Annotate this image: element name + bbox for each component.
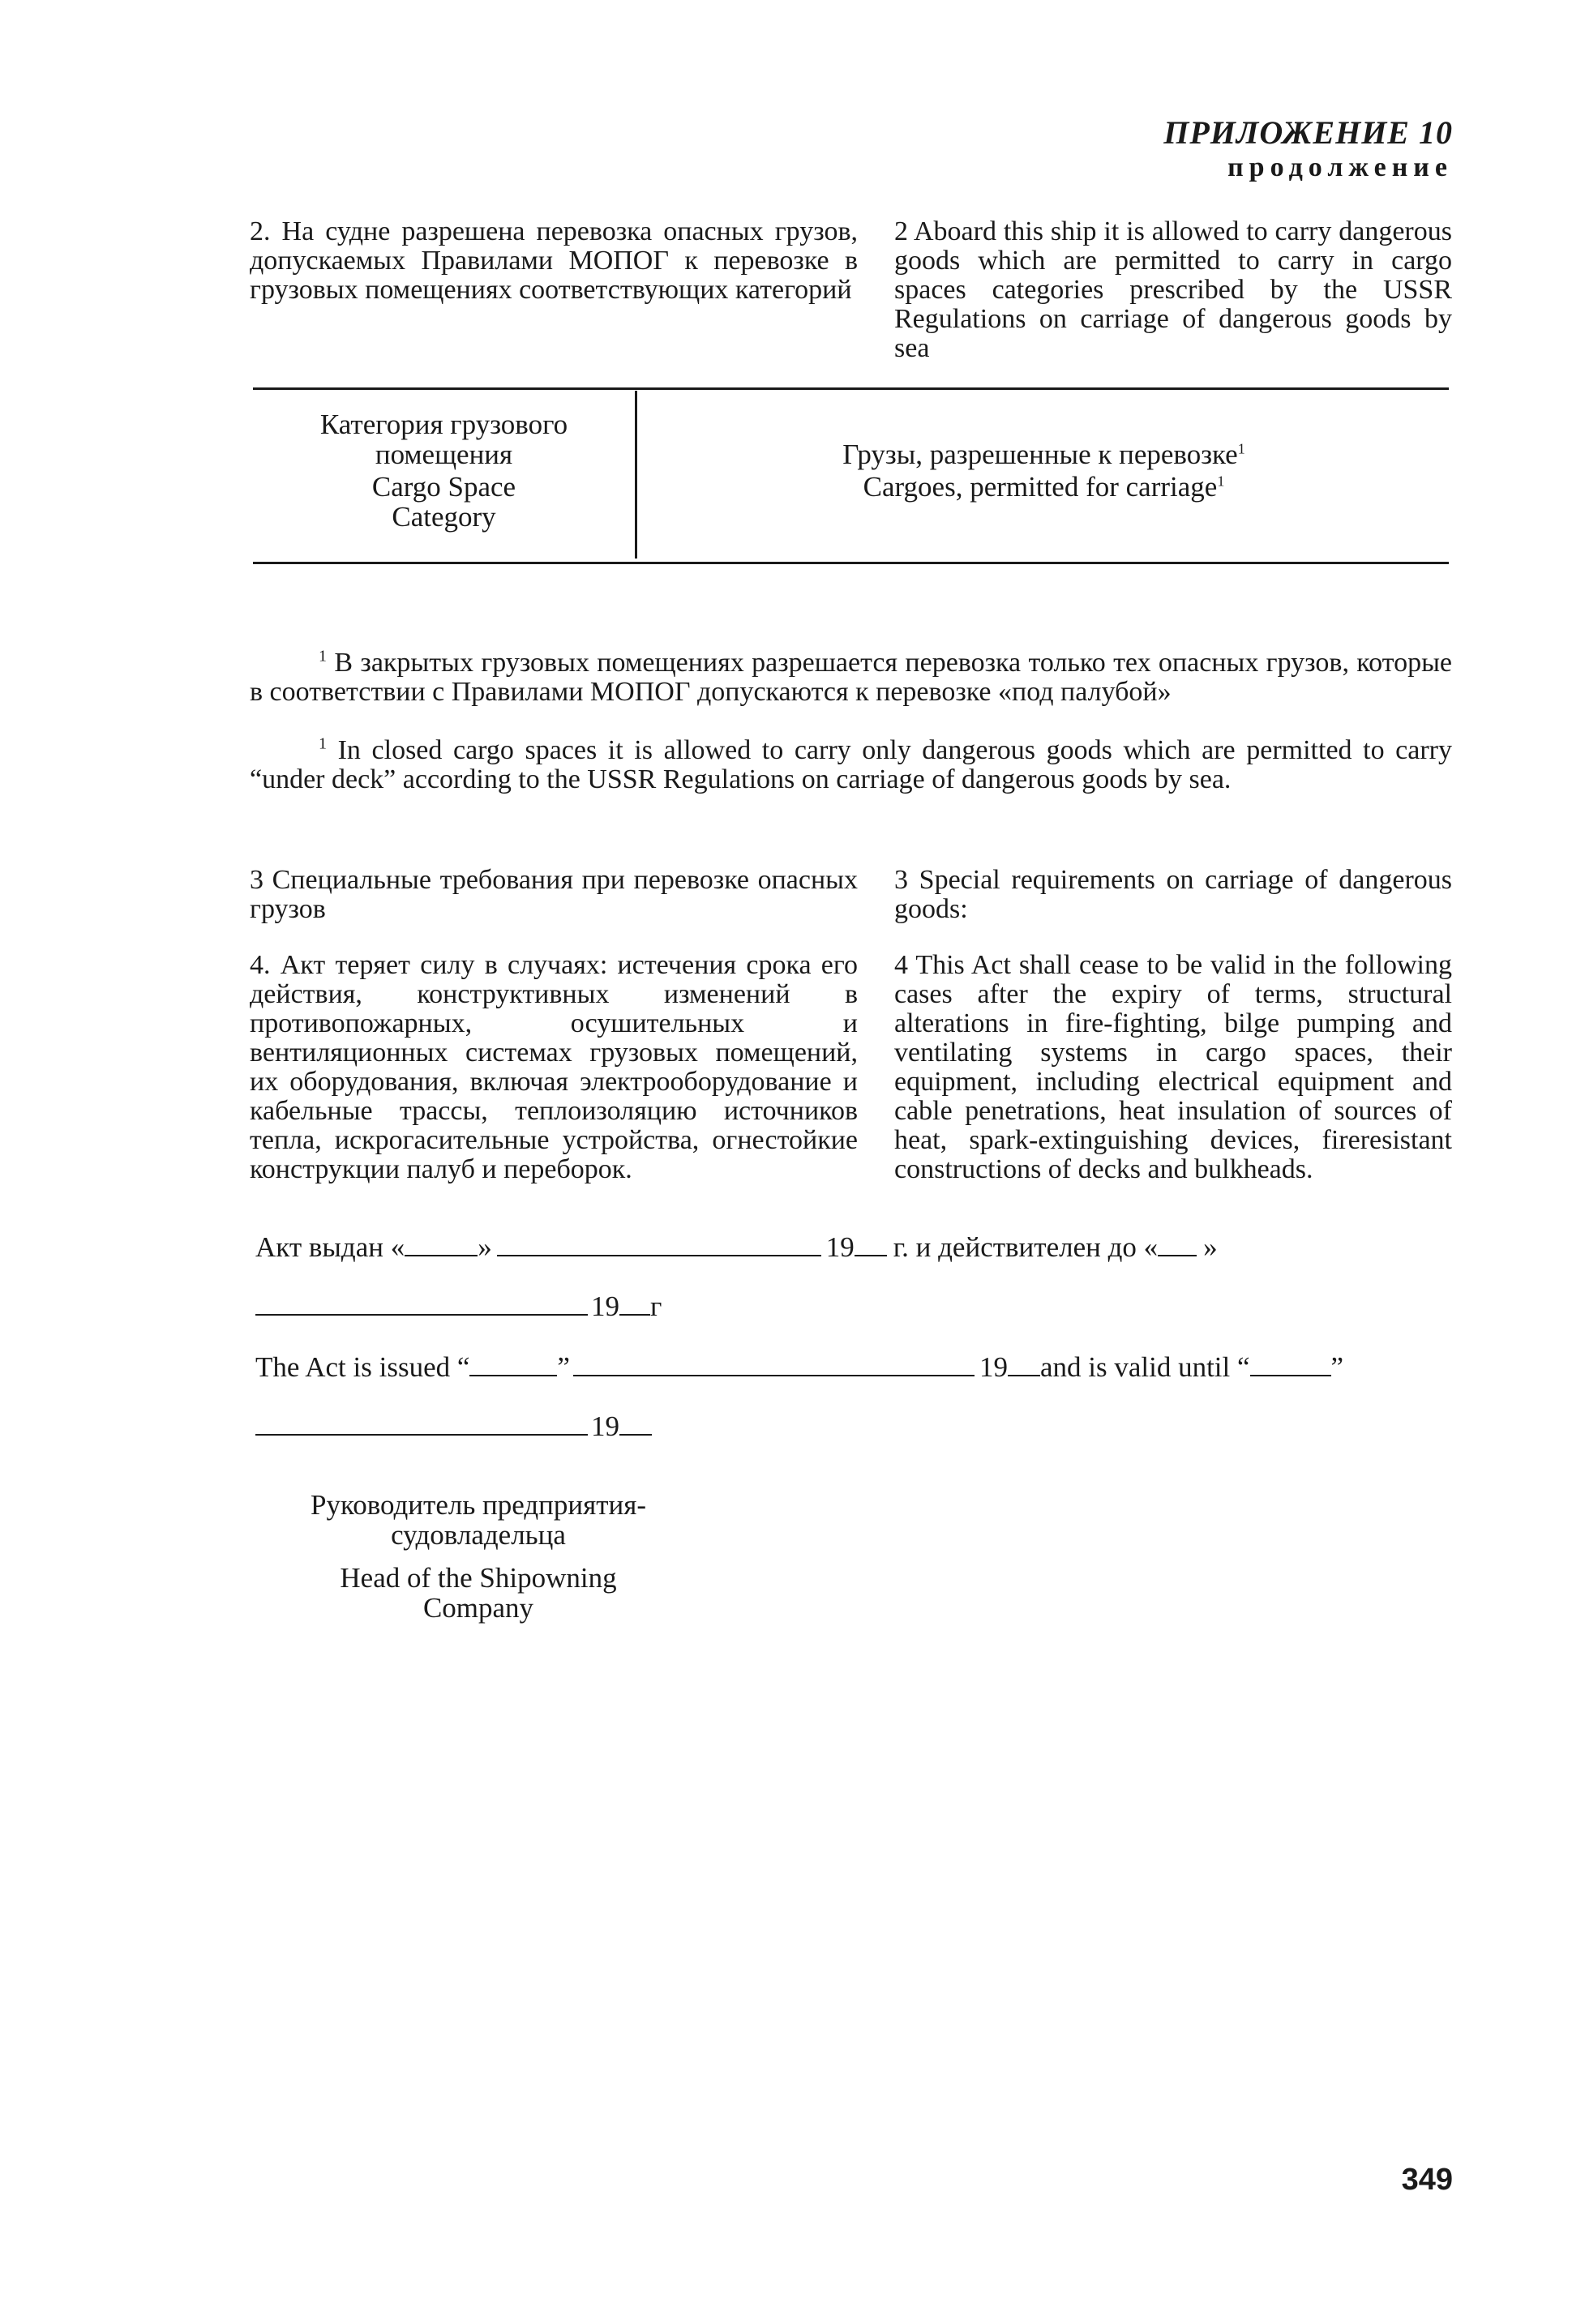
- valid-day-blank-en: [1250, 1350, 1331, 1376]
- day-blank-en: [469, 1350, 557, 1376]
- continuation-label: продолжение: [1227, 152, 1453, 182]
- item-4-ru: 4. Акт теряет силу в случаях: истечения срока его действия, конструктивных изменений в противопожарных, осушительных и вентиляционных системах грузовых помещений, их оборудования, включая электрооборудование и кабельные трассы, теплоизоляцию источников тепла, искрогасительные устройства, огнестойкие конструкции палуб и переборок.: [250, 950, 858, 1184]
- valid-day-blank: [1158, 1230, 1197, 1256]
- month-blank-en: [573, 1350, 975, 1376]
- item-3-ru: 3 Специальные требования при перевозке опасных грузов: [250, 865, 858, 924]
- year-blank: [855, 1230, 887, 1256]
- valid-date-blank-en: [255, 1410, 588, 1436]
- day-blank: [405, 1230, 478, 1256]
- month-blank: [497, 1230, 821, 1256]
- table-bottom-rule: [253, 562, 1449, 564]
- appendix-title: ПРИЛОЖЕНИЕ 10: [1163, 114, 1453, 151]
- table-header-category: Категория грузового помещения Cargo Space Category: [319, 409, 568, 533]
- valid-year-blank-en: [619, 1410, 652, 1436]
- item-2-en: 2 Aboard this ship it is allowed to carry dangerous goods which are permitted to carry in cargo spaces categories prescribed by the USSR Regulations on carriage of dangerous goods by sea: [894, 216, 1452, 363]
- valid-until-line-ru: 19 г: [255, 1290, 662, 1322]
- table-top-rule: [253, 387, 1449, 390]
- valid-date-blank: [255, 1290, 588, 1316]
- table-header-cargoes: Грузы, разрешенные к перевозке$^1$ Cargoes, permitted for carriage$^1$: [842, 439, 1245, 503]
- issued-line-ru: Акт выдан « » 19 г. и действителен до « »: [255, 1231, 1218, 1263]
- year-blank-en: [1008, 1350, 1040, 1376]
- footnote-ru: $^1$ В закрытых грузовых помещениях разрешается перевозка только тех опасных грузов, которые в соответствии с Правилами МОПОГ допускаются к перевозке «под палубой»: [250, 647, 1452, 707]
- footnote-en: $^1$ In closed cargo spaces it is allowed to carry only dangerous goods which are permitted to carry “under deck” according to the USSR Regulations on carriage of dangerous goods by sea.: [250, 734, 1453, 794]
- item-3-en: 3 Special requirements on carriage of dangerous goods:: [894, 865, 1452, 924]
- valid-until-line-en: 19: [255, 1410, 652, 1442]
- table-column-divider: [635, 391, 637, 559]
- item-4-en: 4 This Act shall cease to be valid in the following cases after the expiry of terms, structural alterations in fire-fighting, bilge pumping and ventilating systems in cargo spaces, their equipment, including electrical equipment and cable penetrations, heat insulation of sources of heat, spark-extinguishing devices, fireresistant constructions of decks and bulkheads.: [894, 950, 1452, 1184]
- item-2-ru: 2. На судне разрешена перевозка опасных грузов, допускаемых Правилами МОПОГ к перевозке в грузовых помещениях соответствующих категорий: [250, 216, 858, 305]
- signature-block: Руководитель предприятия- судовладельца Head of the Shipowning Company: [311, 1489, 646, 1624]
- issued-line-en: The Act is issued “ ” 19 and is valid until “ ”: [255, 1351, 1344, 1383]
- page-number: 349: [1401, 2163, 1453, 2197]
- valid-year-blank: [619, 1290, 650, 1316]
